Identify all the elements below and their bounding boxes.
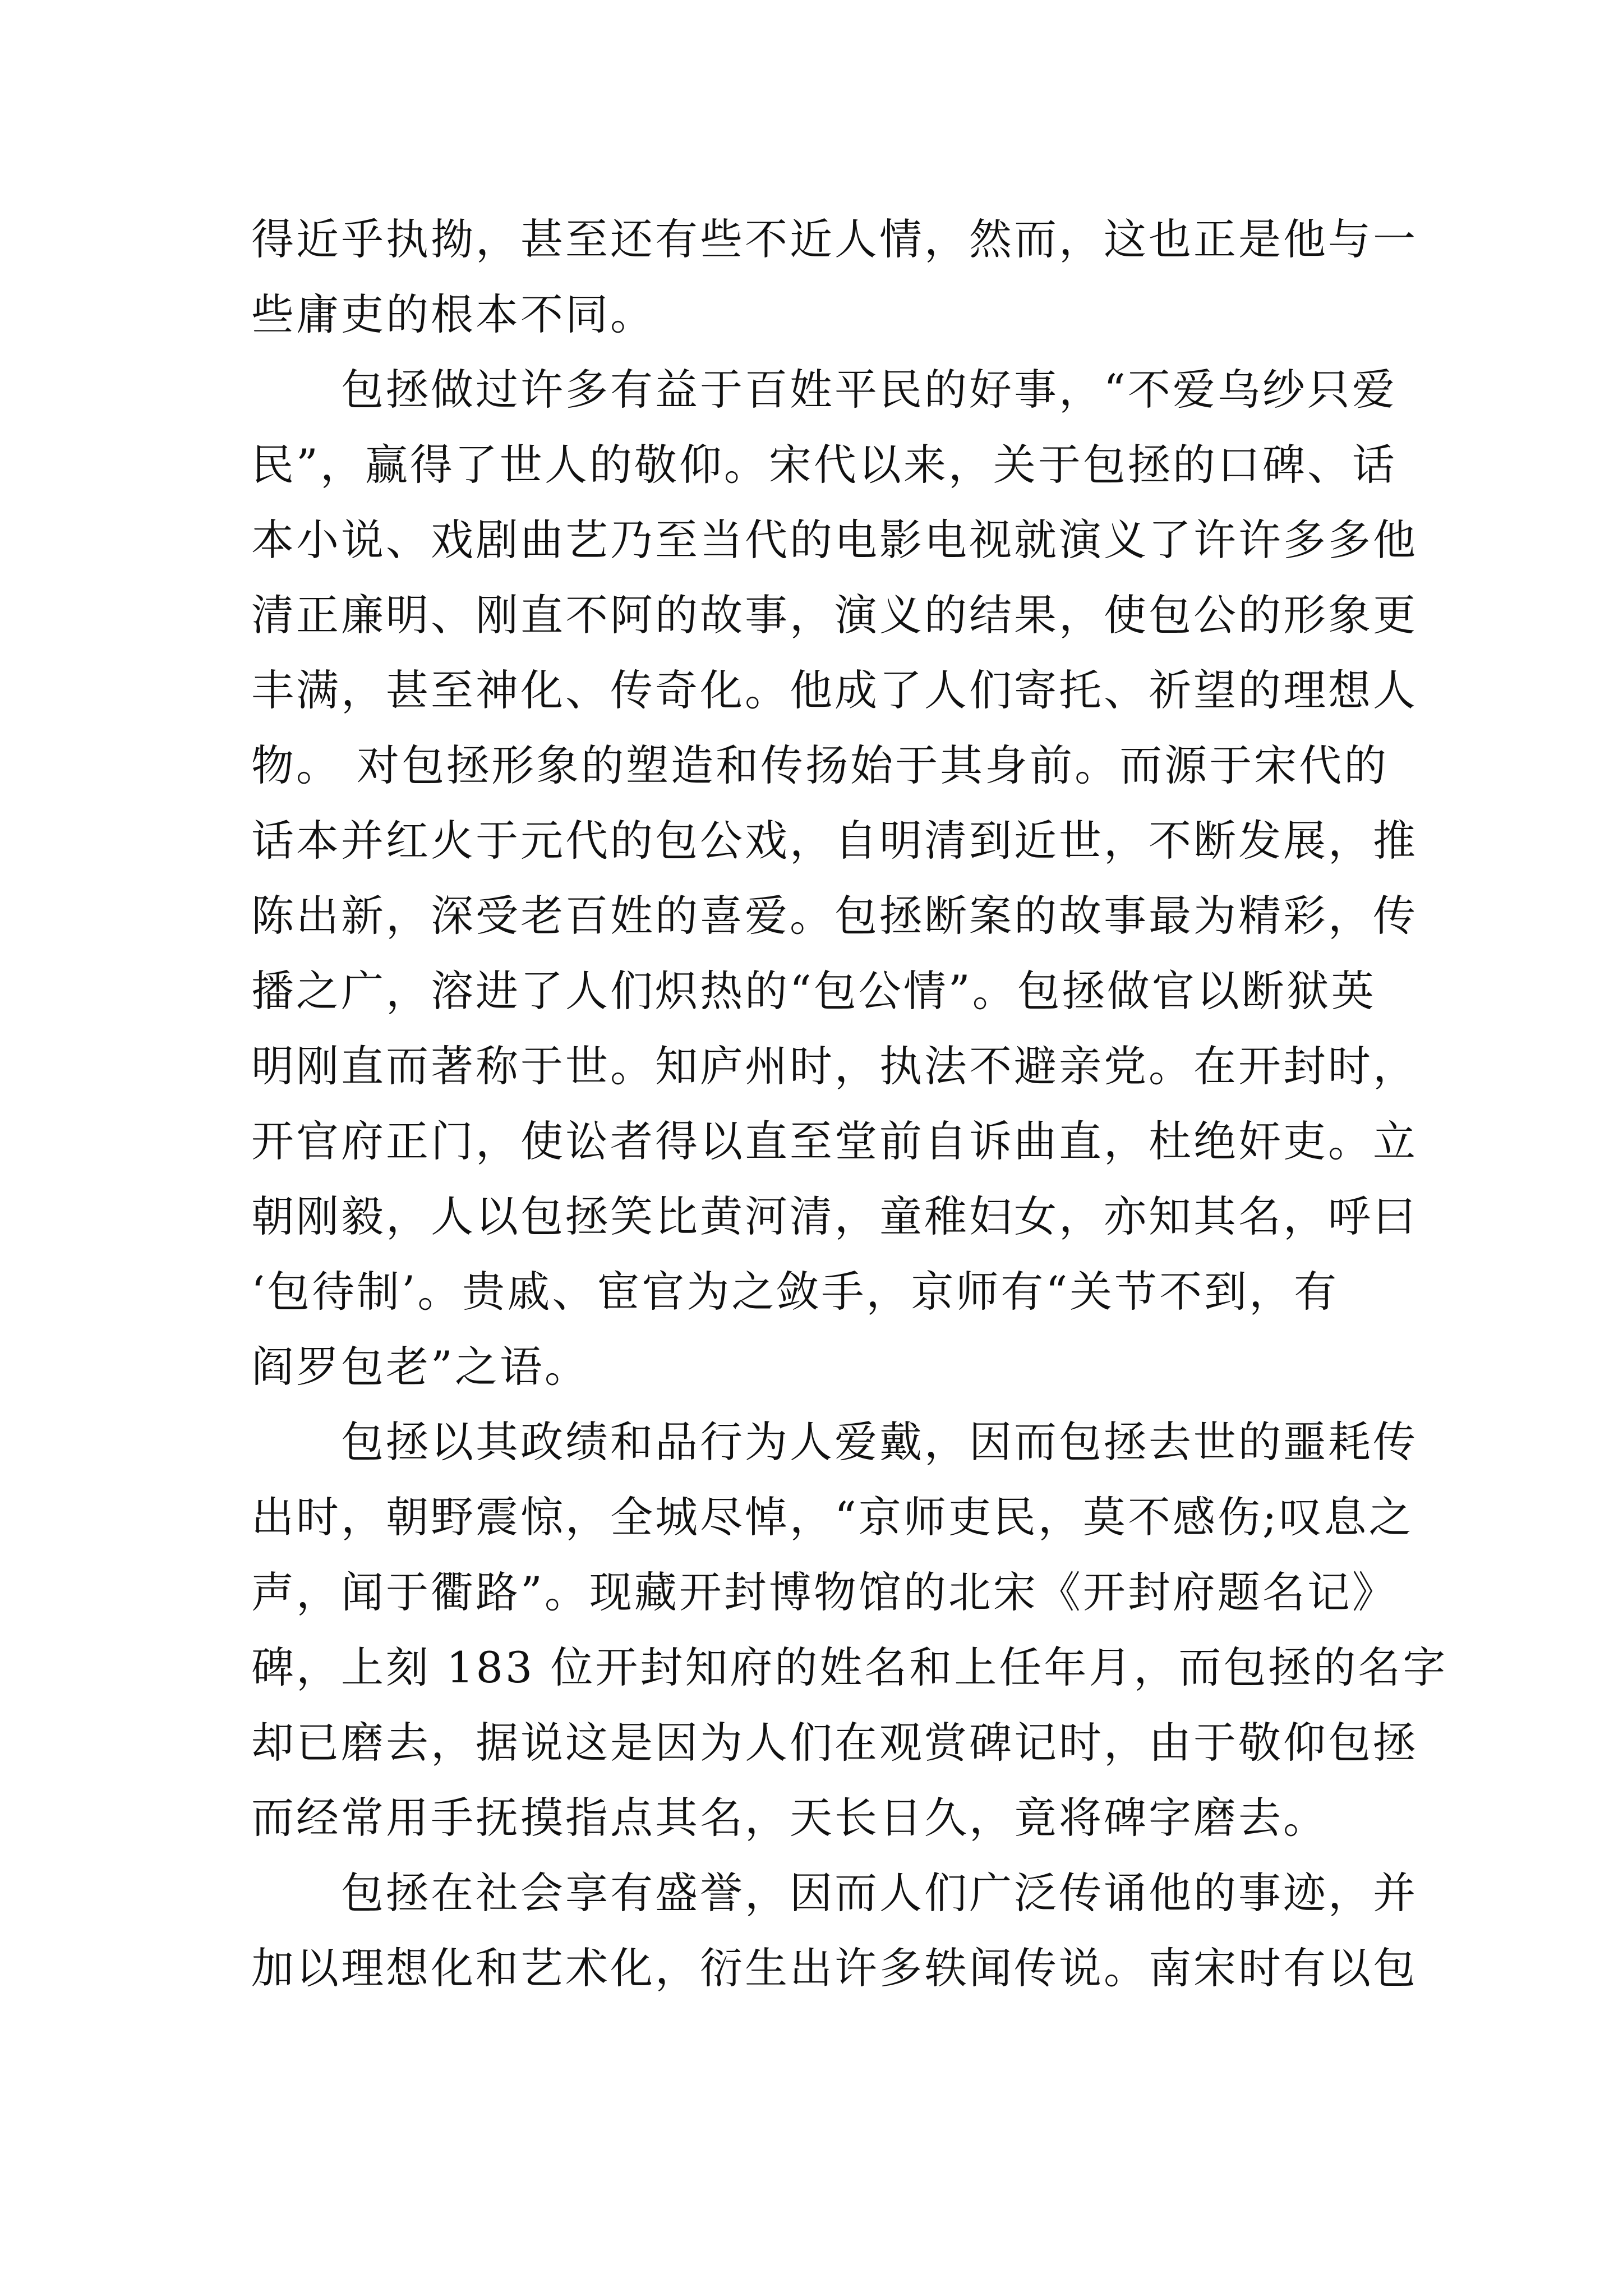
text-line: 得近乎执拗，甚至还有些不近人情，然而，这也正是他与一 (251, 214, 1418, 264)
text-line: 丰满，甚至神化、传奇化。他成了人们寄托、祈望的理想人 (251, 665, 1418, 715)
paragraph-start-line: 包拯做过许多有益于百姓平民的好事，“不爱乌纱只爱 (341, 365, 1397, 415)
text-line: 碑，上刻 183 位开封知府的姓名和上任年月，而包拯的名字 (251, 1642, 1448, 1692)
text-line: 明刚直而著称于世。知庐州时，执法不避亲党。在开封时， (251, 1041, 1418, 1091)
paragraph-start-line: 包拯在社会享有盛誉，因而人们广泛传诵他的事迹，并 (341, 1868, 1418, 1918)
text-line: 开官府正门，使讼者得以直至堂前自诉曲直，杜绝奸吏。立 (251, 1116, 1418, 1166)
text-line: 清正廉明、刚直不阿的故事，演义的结果，使包公的形象更 (251, 590, 1418, 640)
text-line: 阎罗包老”之语。 (251, 1342, 589, 1392)
text-line: 却已磨去，据说这是因为人们在观赏碑记时，由于敬仰包拯 (251, 1718, 1418, 1768)
text-line: 陈出新，深受老百姓的喜爱。包拯断案的故事最为精彩，传 (251, 891, 1418, 941)
text-line: 声，闻于衢路”。现藏开封博物馆的北宋《开封府题名记》 (251, 1567, 1397, 1617)
text-line: 话本并红火于元代的包公戏，自明清到近世，不断发展，推 (251, 816, 1418, 866)
text-line: 本小说、戏剧曲艺乃至当代的电影电视就演义了许许多多他 (251, 515, 1418, 565)
text-line: 出时，朝野震惊，全城尽悼，“京师吏民，莫不感伤;叹息之 (251, 1492, 1414, 1542)
document-body (251, 202, 1448, 2006)
text-line: 播之广，溶进了人们炽热的“包公情”。包拯做官以断狱英 (251, 966, 1376, 1016)
text-line: 朝刚毅，人以包拯笑比黄河清，童稚妇女，亦知其名，呼曰 (251, 1191, 1418, 1241)
paragraph-start-line: 包拯以其政绩和品行为人爱戴，因而包拯去世的噩耗传 (341, 1417, 1418, 1467)
text-line: 民”，赢得了世人的敬仰。宋代以来，关于包拯的口碑、话 (251, 440, 1397, 490)
text-line: 加以理想化和艺术化，衍生出许多轶闻传说。南宋时有以包 (251, 1943, 1418, 1993)
text-line: ‘包待制’。贵戚、宦官为之敛手，京师有“关节不到，有 (251, 1267, 1339, 1317)
text-line: 些庸吏的根本不同。 (251, 289, 655, 339)
text-line: 物。 对包拯形象的塑造和传扬始于其身前。而源于宋代的 (251, 740, 1389, 790)
text-line: 而经常用手抚摸指点其名，天长日久，竟将碑字磨去。 (251, 1793, 1328, 1843)
